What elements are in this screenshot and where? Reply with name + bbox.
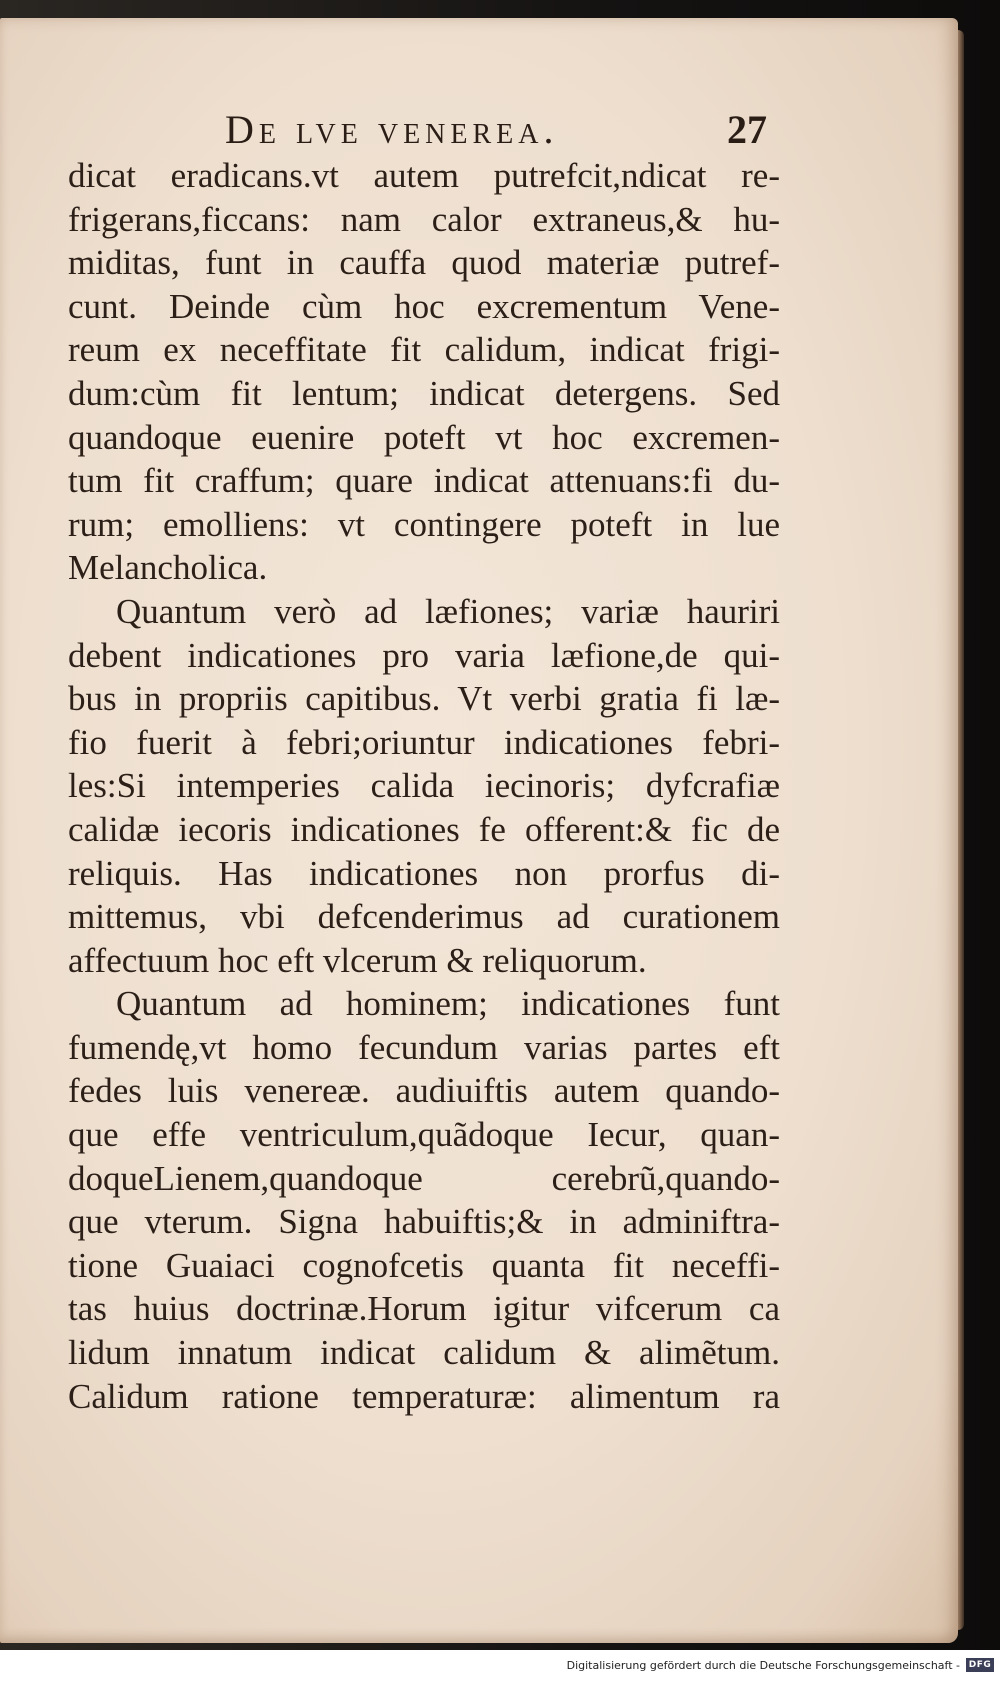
text-line: Quantum verò ad læfiones; variæ hauriri <box>116 591 780 631</box>
running-head: De lve venerea. <box>225 107 559 152</box>
text-line: dum:cùm fit lentum; indicat detergens. Sed <box>68 373 780 413</box>
text-line: lidum innatum indicat calidum & alimẽtum. <box>68 1333 780 1373</box>
text-line: que vterum. Signa habuiftis;& in adminiftra- <box>68 1202 780 1242</box>
text-line: fedes luis venereæ. audiuiftis autem quando- <box>68 1071 780 1111</box>
text-line: calidæ iecoris indicationes fe offerent:& fic de <box>68 809 780 849</box>
text-line: quandoque euenire poteft vt hoc excremen- <box>68 417 780 457</box>
text-line: Calidum ratione temperaturæ: alimentum ra <box>68 1376 780 1416</box>
text-line: Melancholica. <box>68 548 268 588</box>
text-line: que effe ventriculum,quãdoque Iecur, quan- <box>68 1115 780 1155</box>
text-line: cunt. Deinde cùm hoc excrementum Vene- <box>68 286 780 326</box>
book-page <box>0 18 958 1643</box>
text-line: tas huius doctrinæ.Horum igitur vifcerum ca <box>68 1289 780 1329</box>
text-line: doqueLienem,quandoque cerebrũ,quando- <box>68 1158 780 1198</box>
text-line: rum; emolliens: vt contingere poteft in lue <box>68 504 780 544</box>
text-line: tum fit craffum; quare indicat attenuans:fi du- <box>68 461 780 501</box>
body-text <box>68 154 780 1418</box>
text-line: Quantum ad hominem; indicationes funt <box>116 984 780 1024</box>
text-line: dicat eradicans.vt autem putrefcit,ndicat re- <box>68 156 780 195</box>
page-header <box>225 104 785 156</box>
text-line: debent indicationes pro varia læfione,de qui- <box>68 635 780 675</box>
text-line: tione Guaiaci cognofcetis quanta fit neceffi- <box>68 1245 780 1285</box>
page-number: 27 <box>727 107 767 152</box>
text-line: miditas, funt in cauffa quod materiæ putref- <box>68 243 780 283</box>
footer-bar <box>0 1650 1000 1683</box>
text-line: fio fuerit à febri;oriuntur indicationes febri- <box>68 722 780 762</box>
dfg-logo-icon: DFG <box>966 1658 994 1672</box>
text-line: fumendę,vt homo fecundum varias partes eft <box>68 1027 780 1067</box>
text-line: reum ex neceffitate fit calidum, indicat frigi- <box>68 330 780 370</box>
text-line: reliquis. Has indicationes non prorfus di- <box>68 853 780 893</box>
text-line: frigerans,ficcans: nam calor extraneus,& hu- <box>68 199 780 239</box>
text-line: bus in propriis capitibus. Vt verbi gratia fi læ- <box>68 679 780 719</box>
text-line: mittemus, vbi defcenderimus ad curationem <box>68 897 780 937</box>
text-line: les:Si intemperies calida iecinoris; dyfcrafiæ <box>68 766 780 806</box>
text-line: affectuum hoc eft vlcerum & reliquorum. <box>68 940 647 980</box>
funding-credit: Digitalisierung gefördert durch die Deutsche Forschungsgemeinschaft - <box>566 1659 960 1672</box>
